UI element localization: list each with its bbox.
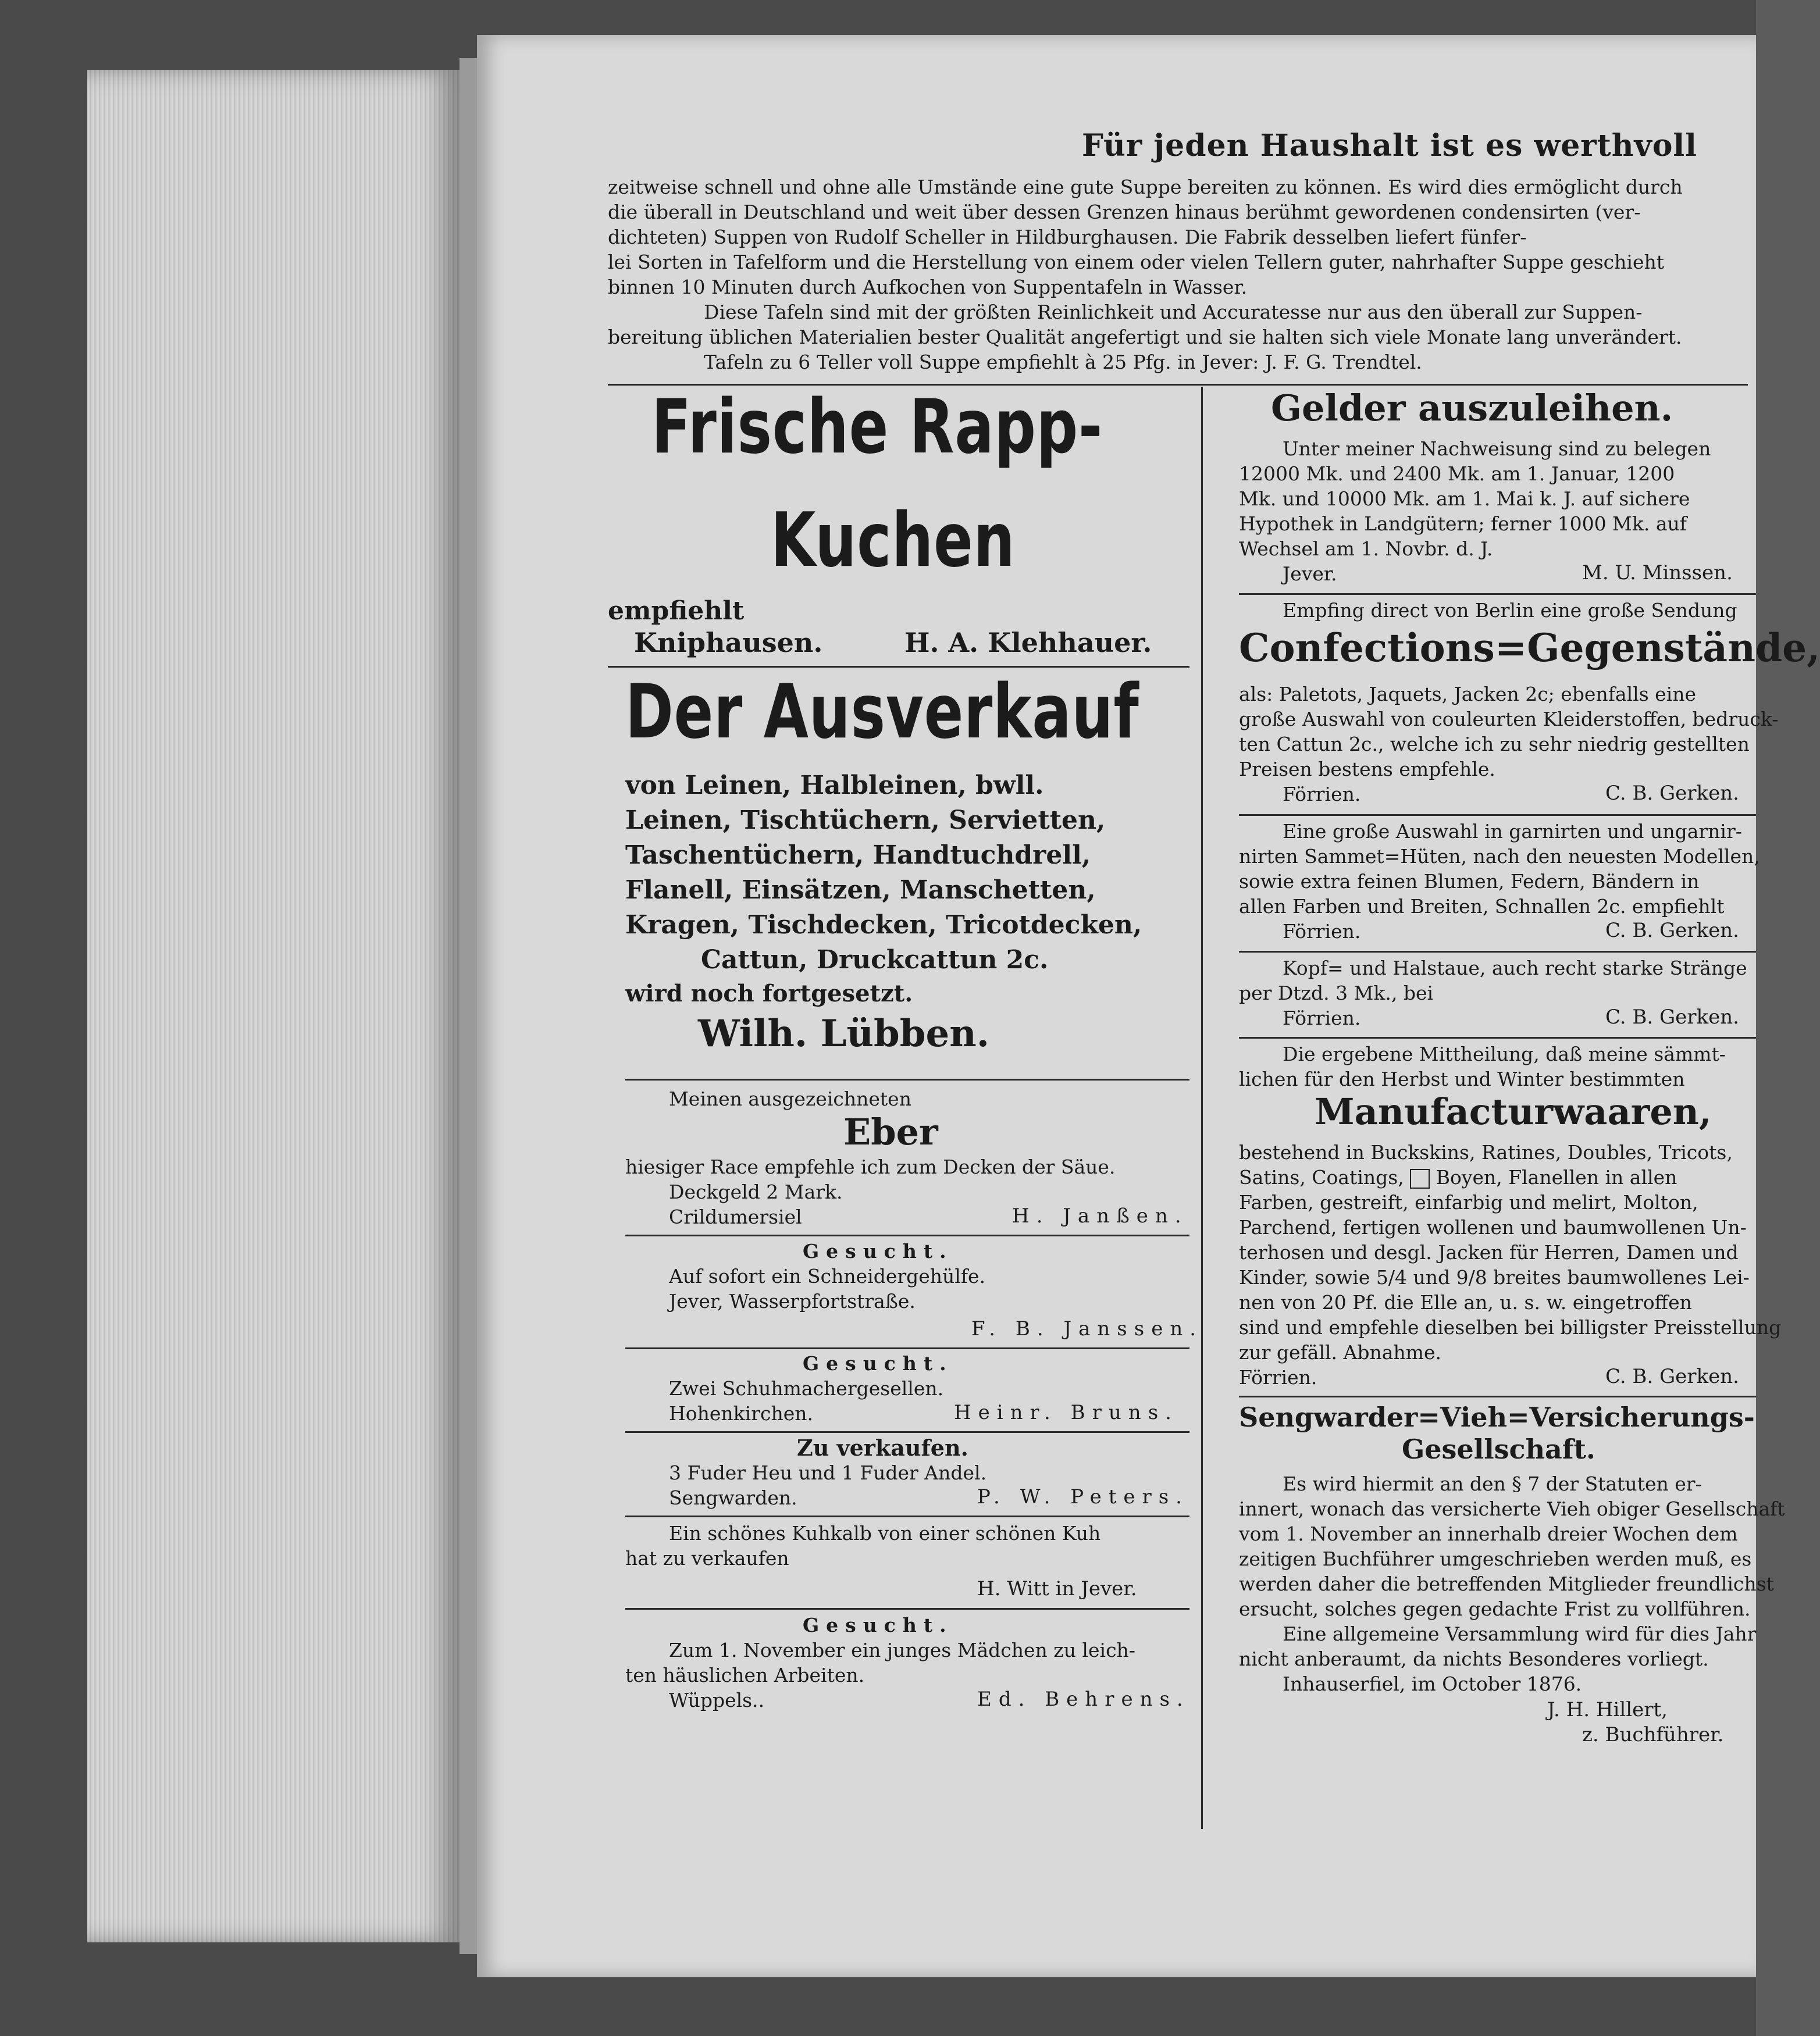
divider xyxy=(625,1235,1189,1236)
divider xyxy=(1239,1037,1756,1039)
eber-title: Eber xyxy=(843,1111,938,1153)
rapp-place: Kniphausen. xyxy=(634,627,823,658)
eber-line: hiesiger Race empfehle ich zum Decken der Säue. xyxy=(625,1156,1116,1178)
conf-title: Confections=Gegenstände, xyxy=(1239,625,1820,671)
tau-place: Förrien. xyxy=(1283,1007,1361,1029)
manu-line: Parchend, fertigen wollenen und baumwollenen Un- xyxy=(1239,1216,1747,1239)
header-line: die überall in Deutschland und weit über dessen Grenzen hinaus berühmt gewordenen condensirten (ver- xyxy=(608,201,1641,223)
geld-place: Jever. xyxy=(1283,562,1337,585)
seng-title-line1: Sengwarder=Vieh=Versicherungs- xyxy=(1239,1402,1755,1433)
divider xyxy=(1239,814,1756,816)
header-line: bereitung üblichen Materialien bester Qualität angefertigt und sie halten sich viele Monate lang unverändert. xyxy=(608,326,1682,348)
manu-line: sind und empfehle dieselben bei billigster Preisstellung xyxy=(1239,1316,1782,1339)
gesucht2-place: Hohenkirchen. xyxy=(669,1402,814,1425)
tau-line: Kopf= und Halstaue, auch recht starke Stränge xyxy=(1283,957,1747,979)
seng-line: innert, wonach das versicherte Vieh obiger Gesellschaft xyxy=(1239,1497,1785,1520)
ausverkauf-line: Leinen, Tischtüchern, Servietten, xyxy=(625,805,1106,835)
manu-line xyxy=(1239,1165,1677,1190)
newspaper-page xyxy=(477,35,1820,1977)
eber-signature: H. Janßen. xyxy=(1012,1204,1188,1228)
header-title: Für jeden Haushalt ist es werthvoll xyxy=(1082,128,1697,163)
verkaufen-place: Sengwarden. xyxy=(669,1486,797,1509)
gesucht3-title: Gesucht. xyxy=(803,1614,953,1636)
divider xyxy=(625,1347,1189,1349)
geld-line: 12000 Mk. und 2400 Mk. am 1. Januar, 1200 xyxy=(1239,462,1675,485)
gesucht3-line: ten häuslichen Arbeiten. xyxy=(625,1664,865,1686)
conf-line: als: Paletots, Jaquets, Jacken 2c; ebenfalls eine xyxy=(1239,683,1697,705)
gesucht1-signature: F. B. Janssen. xyxy=(971,1317,1203,1340)
header-line: Tafeln zu 6 Teller voll Suppe empfiehlt à 25 Pfg. in Jever: J. F. G. Trendtel. xyxy=(704,351,1422,373)
gesucht1-line: Jever, Wasserpfortstraße. xyxy=(669,1290,916,1313)
manu-signature: C. B. Gerken. xyxy=(1605,1365,1739,1388)
conf-line: große Auswahl von couleurten Kleiderstoffen, bedruck- xyxy=(1239,708,1779,730)
divider xyxy=(1239,951,1756,953)
seng-line: ersucht, solches gegen gedachte Frist zu vollführen. xyxy=(1239,1598,1751,1620)
kalb-signature: H. Witt in Jever. xyxy=(977,1577,1137,1600)
divider xyxy=(625,1079,1189,1081)
header-line: lei Sorten in Tafelform und die Herstellung von einem oder vielen Tellern guter, nahrhafter Suppe geschieht xyxy=(608,251,1664,273)
column-divider xyxy=(1201,387,1203,1829)
geld-line: Wechsel am 1. Novbr. d. J. xyxy=(1239,537,1493,560)
verkaufen-line: 3 Fuder Heu und 1 Fuder Andel. xyxy=(669,1461,987,1484)
divider xyxy=(1239,1396,1756,1397)
rapp-signature: H. A. Klehhauer. xyxy=(904,627,1152,658)
manu-intro: lichen für den Herbst und Winter bestimmten xyxy=(1239,1068,1685,1090)
kalb-line: hat zu verkaufen xyxy=(625,1547,789,1570)
divider xyxy=(625,1608,1189,1610)
ausverkauf-line: Kragen, Tischdecken, Tricotdecken, xyxy=(625,910,1142,940)
manu-line: bestehend in Buckskins, Ratines, Doubles, Tricots, xyxy=(1239,1141,1733,1164)
ausverkauf-title: Der Ausverkauf xyxy=(625,669,1139,755)
tau-line: per Dtzd. 3 Mk., bei xyxy=(1239,982,1434,1004)
rapp-empfiehlt: empfiehlt xyxy=(608,596,745,626)
ausverkauf-line: von Leinen, Halbleinen, bwll. xyxy=(625,771,1044,800)
gesucht2-title: Gesucht. xyxy=(803,1352,953,1375)
seng-line: nicht anberaumt, da nichts Besonderes vorliegt. xyxy=(1239,1648,1709,1670)
gesucht2-signature: Heinr. Bruns. xyxy=(954,1401,1178,1424)
gesucht3-signature: Ed. Behrens. xyxy=(977,1688,1190,1711)
geld-title: Gelder auszuleihen. xyxy=(1271,387,1673,429)
conf-intro: Empfing direct von Berlin eine große Sendung xyxy=(1283,599,1737,622)
geld-signature: M. U. Minssen. xyxy=(1582,561,1733,584)
divider xyxy=(608,666,1189,668)
seng-title-line2: Gesellschaft. xyxy=(1402,1434,1595,1465)
seng-signature: J. H. Hillert, xyxy=(1547,1698,1668,1721)
gesucht3-line: Zum 1. November ein junges Mädchen zu leich- xyxy=(669,1639,1135,1661)
kalb-line: Ein schönes Kuhkalb von einer schönen Kuh xyxy=(669,1522,1101,1545)
manu-line: terhosen und desgl. Jacken für Herren, Damen und xyxy=(1239,1241,1739,1264)
rapp-title-line2: Kuchen xyxy=(771,497,1016,584)
manu-title: Manufacturwaaren, xyxy=(1315,1090,1712,1133)
gesucht3-place: Wüppels.. xyxy=(669,1689,765,1711)
ausverkauf-line: Cattun, Druckcattun 2c. xyxy=(701,945,1049,975)
seng-line: zeitigen Buchführer umgeschrieben werden muß, es xyxy=(1239,1547,1752,1570)
header-line: Diese Tafeln sind mit der größten Reinlichkeit und Accuratesse nur aus den überall zur Suppen- xyxy=(704,301,1643,323)
seng-line: vom 1. November an innerhalb dreier Wochen dem xyxy=(1239,1522,1738,1545)
tau-signature: C. B. Gerken. xyxy=(1605,1005,1739,1029)
seng-line: Es wird hiermit an den § 7 der Statuten er- xyxy=(1283,1472,1702,1495)
divider xyxy=(625,1516,1189,1517)
manu-line: nen von 20 Pf. die Elle an, u. s. w. eingetroffen xyxy=(1239,1291,1692,1314)
gesucht1-title: Gesucht. xyxy=(803,1240,953,1263)
header-line: dichteten) Suppen von Rudolf Scheller in Hildburghausen. Die Fabrik desselben liefert fünfer- xyxy=(608,226,1527,248)
manu-line: Farben, gestreift, einfarbig und melirt, Molton, xyxy=(1239,1191,1698,1214)
divider xyxy=(625,1431,1189,1433)
manu-line: zur gefäll. Abnahme. xyxy=(1239,1341,1441,1364)
manu-line: Kinder, sowie 5/4 und 9/8 breites baumwollenes Lei- xyxy=(1239,1266,1750,1289)
book-fore-edge xyxy=(87,70,460,1942)
geld-line: Mk. und 10000 Mk. am 1. Mai k. J. auf sichere xyxy=(1239,487,1690,510)
seng-date: Inhauserfiel, im October 1876. xyxy=(1283,1673,1582,1695)
page-edge xyxy=(460,58,477,1954)
manu-line-text: Satins, Coatings, xyxy=(1239,1166,1404,1189)
seng-signature-role: z. Buchführer. xyxy=(1582,1723,1724,1746)
header-line: zeitweise schnell und ohne alle Umstände eine gute Suppe bereiten zu können. Es wird dies ermöglicht durch xyxy=(608,176,1683,198)
hut-line: Eine große Auswahl in garnirten und ungarnir- xyxy=(1283,820,1742,843)
eber-intro: Meinen ausgezeichneten xyxy=(669,1087,911,1110)
conf-signature: C. B. Gerken. xyxy=(1605,782,1739,805)
geld-line: Unter meiner Nachweisung sind zu belegen xyxy=(1283,437,1711,460)
seng-line: werden daher die betreffenden Mitglieder freundlichst xyxy=(1239,1573,1774,1595)
ausverkauf-line: Taschentüchern, Handtuchdrell, xyxy=(625,840,1091,870)
gesucht1-line: Auf sofort ein Schneidergehülfe. xyxy=(669,1265,986,1288)
gesucht2-line: Zwei Schuhmachergesellen. xyxy=(669,1377,944,1400)
eber-place: Crildumersiel xyxy=(669,1206,802,1228)
header-line: binnen 10 Minuten durch Aufkochen von Suppentafeln in Wasser. xyxy=(608,276,1248,298)
ausverkauf-signature: Wilh. Lübben. xyxy=(698,1012,990,1056)
eber-line: Deckgeld 2 Mark. xyxy=(669,1181,843,1203)
rapp-title-line1: Frische Rapp- xyxy=(651,384,1103,470)
manu-line-rest: Boyen, Flanellen in allen xyxy=(1436,1166,1677,1189)
hut-line: sowie extra feinen Blumen, Federn, Bändern in xyxy=(1239,870,1700,893)
manu-place: Förrien. xyxy=(1239,1366,1317,1389)
seng-line: Eine allgemeine Versammlung wird für dies Jahr xyxy=(1283,1623,1757,1645)
hut-signature: C. B. Gerken. xyxy=(1605,919,1739,942)
verkaufen-signature: P. W. Peters. xyxy=(977,1485,1189,1509)
divider xyxy=(1239,593,1756,595)
manu-intro: Die ergebene Mittheilung, daß meine sämmt- xyxy=(1283,1043,1726,1065)
hut-line: allen Farben und Breiten, Schnallen 2c. empfiehlt xyxy=(1239,895,1725,918)
ausverkauf-line: Flanell, Einsätzen, Manschetten, xyxy=(625,875,1096,905)
conf-line: Preisen bestens empfehle. xyxy=(1239,758,1495,780)
conf-line: ten Cattun 2c., welche ich zu sehr niedrig gestellten xyxy=(1239,733,1750,755)
verkaufen-title: Zu verkaufen. xyxy=(797,1435,968,1461)
ausverkauf-end: wird noch fortgesetzt. xyxy=(625,980,913,1007)
geld-line: Hypothek in Landgütern; ferner 1000 Mk. auf xyxy=(1239,512,1687,535)
hut-place: Förrien. xyxy=(1283,920,1361,943)
hut-line: nirten Sammet=Hüten, nach den neuesten Modellen, xyxy=(1239,845,1760,868)
conf-place: Förrien. xyxy=(1283,783,1361,805)
box-symbol-icon xyxy=(1410,1169,1430,1189)
